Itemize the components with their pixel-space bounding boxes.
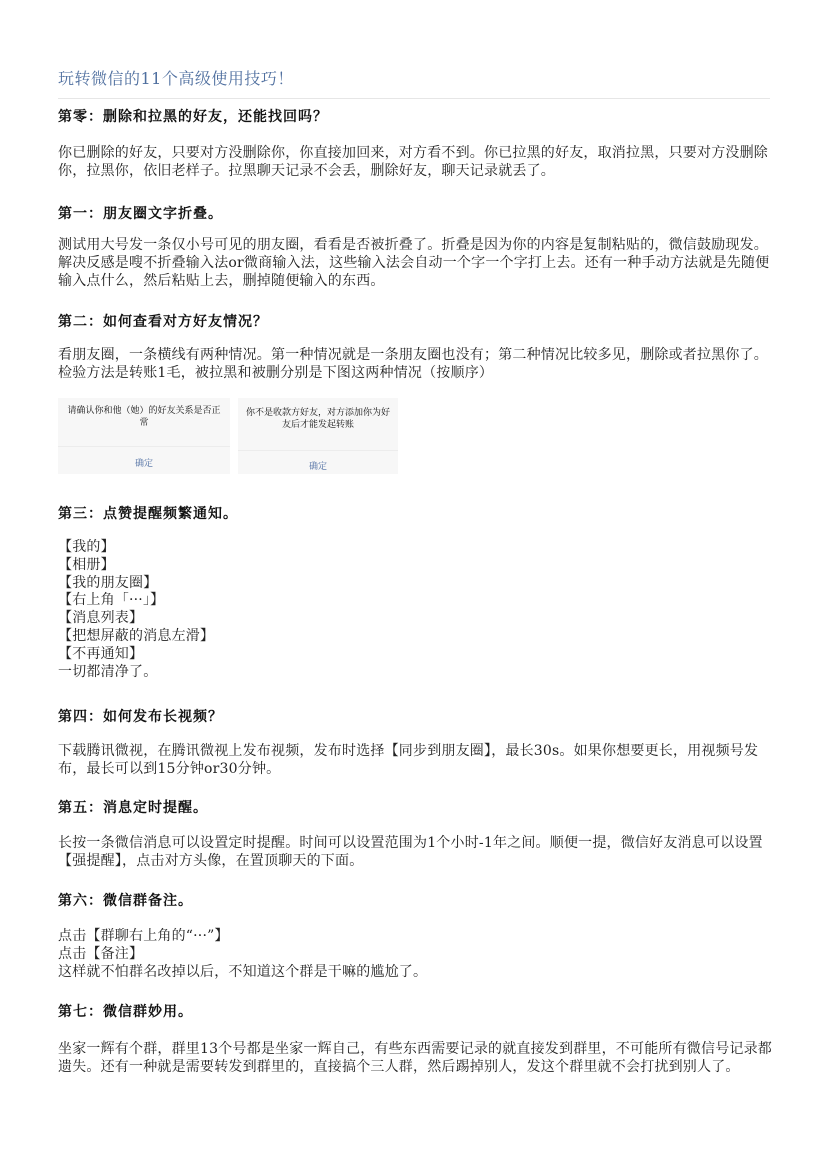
step-item: 【右上角「···」】	[58, 592, 165, 609]
page-title: 玩转微信的11个高级使用技巧！	[58, 69, 294, 88]
section-4-heading: 第四：如何发布长视频？	[58, 709, 223, 725]
step-item: 【不再通知】	[58, 645, 144, 662]
step-item: 【我的朋友圈】	[58, 574, 158, 591]
section-7-body: 坐家一辉有个群，群里13个号都是坐家一辉自己，有些东西需要记录的就直接发到群里，不可能所有微信号记录都遗失。还有一种就是需要转发到群里的，直接搞个三人群，然后踢掉别人，发这个群里就不会打扰到别人了。	[58, 1041, 773, 1075]
blocked-dialog-image	[58, 398, 230, 474]
deleted-dialog-message: 你不是收款方好友，对方添加你为好友后才能发起转账	[245, 408, 390, 430]
section-6-lines	[58, 928, 772, 981]
step-item: 【把想屏蔽的消息左滑】	[58, 627, 215, 644]
section-4-body: 下载腾讯微视，在腾讯微视上发布视频，发布时选择【同步到朋友圈】，最长30s。如果你想要更长，用视频号发布，最长可以到15分钟or30分钟。	[58, 743, 759, 777]
section-1-heading: 第一：朋友圈文字折叠。	[58, 206, 223, 222]
deleted-dialog-image	[238, 398, 398, 474]
section-2-body: 看朋友圈，一条横线有两种情况。第一种情况就是一条朋友圈也没有；第二种情况比较多见，删除或者拉黑你了。检验方法是转账1毛，被拉黑和被删分别是下图这两种情况（按顺序）	[58, 347, 768, 381]
deleted-dialog-ok-button: 确定	[308, 462, 327, 472]
section-0-body: 你已删除的好友，只要对方没删除你，你直接加回来，对方看不到。你已拉黑的好友，取消拉黑，只要对方没删除你，拉黑你，依旧老样子。拉黑聊天记录不会丢，删除好友，聊天记录就丢了。	[58, 145, 768, 179]
step-item: 【相册】	[58, 556, 115, 573]
step-item: 【我的】	[58, 539, 115, 555]
section-0-heading: 第零：删除和拉黑的好友，还能找回吗？	[58, 109, 328, 125]
section-7-heading: 第七：微信群妙用。	[58, 1004, 193, 1020]
section-3-steps	[58, 539, 772, 681]
section-5-heading: 第五：消息定时提醒。	[58, 800, 208, 816]
title-divider	[58, 98, 770, 99]
section-6-heading: 第六：微信群备注。	[58, 893, 193, 909]
section-2-heading: 第二：如何查看对方好友情况？	[58, 314, 268, 330]
line-item: 点击【群聊右上角的“···”】	[58, 928, 229, 944]
section-1-body: 测试用大号发一条仅小号可见的朋友圈，看看是否被折叠了。折叠是因为你的内容是复制粘贴的，微信鼓励现发。解决反感是嗖不折叠输入法or微商输入法，这些输入法会自动一个字一个字打上去。还有一种手动方法就是先随便输入点什么，然后粘贴上去，删掉随便输入的东西。	[58, 237, 770, 289]
dialog-divider	[238, 450, 398, 451]
line-item: 点击【备注】	[58, 945, 144, 962]
blocked-dialog-ok-button: 确定	[134, 459, 153, 469]
step-item: 【消息列表】	[58, 610, 144, 627]
blocked-dialog-message: 请确认你和他（她）的好友关系是否正常	[67, 406, 221, 428]
line-item: 这样就不怕群名改掉以后，不知道这个群是干嘛的尴尬了。	[58, 963, 428, 980]
section-3-heading: 第三：点赞提醒频繁通知。	[58, 506, 238, 522]
section-5-body: 长按一条微信消息可以设置定时提醒。时间可以设置范围为1个小时-1年之间。顺便一提，微信好友消息可以设置【强提醒】，点击对方头像，在置顶聊天的下面。	[58, 835, 763, 869]
step-item: 一切都清净了。	[58, 663, 158, 680]
dialog-divider	[58, 446, 230, 447]
